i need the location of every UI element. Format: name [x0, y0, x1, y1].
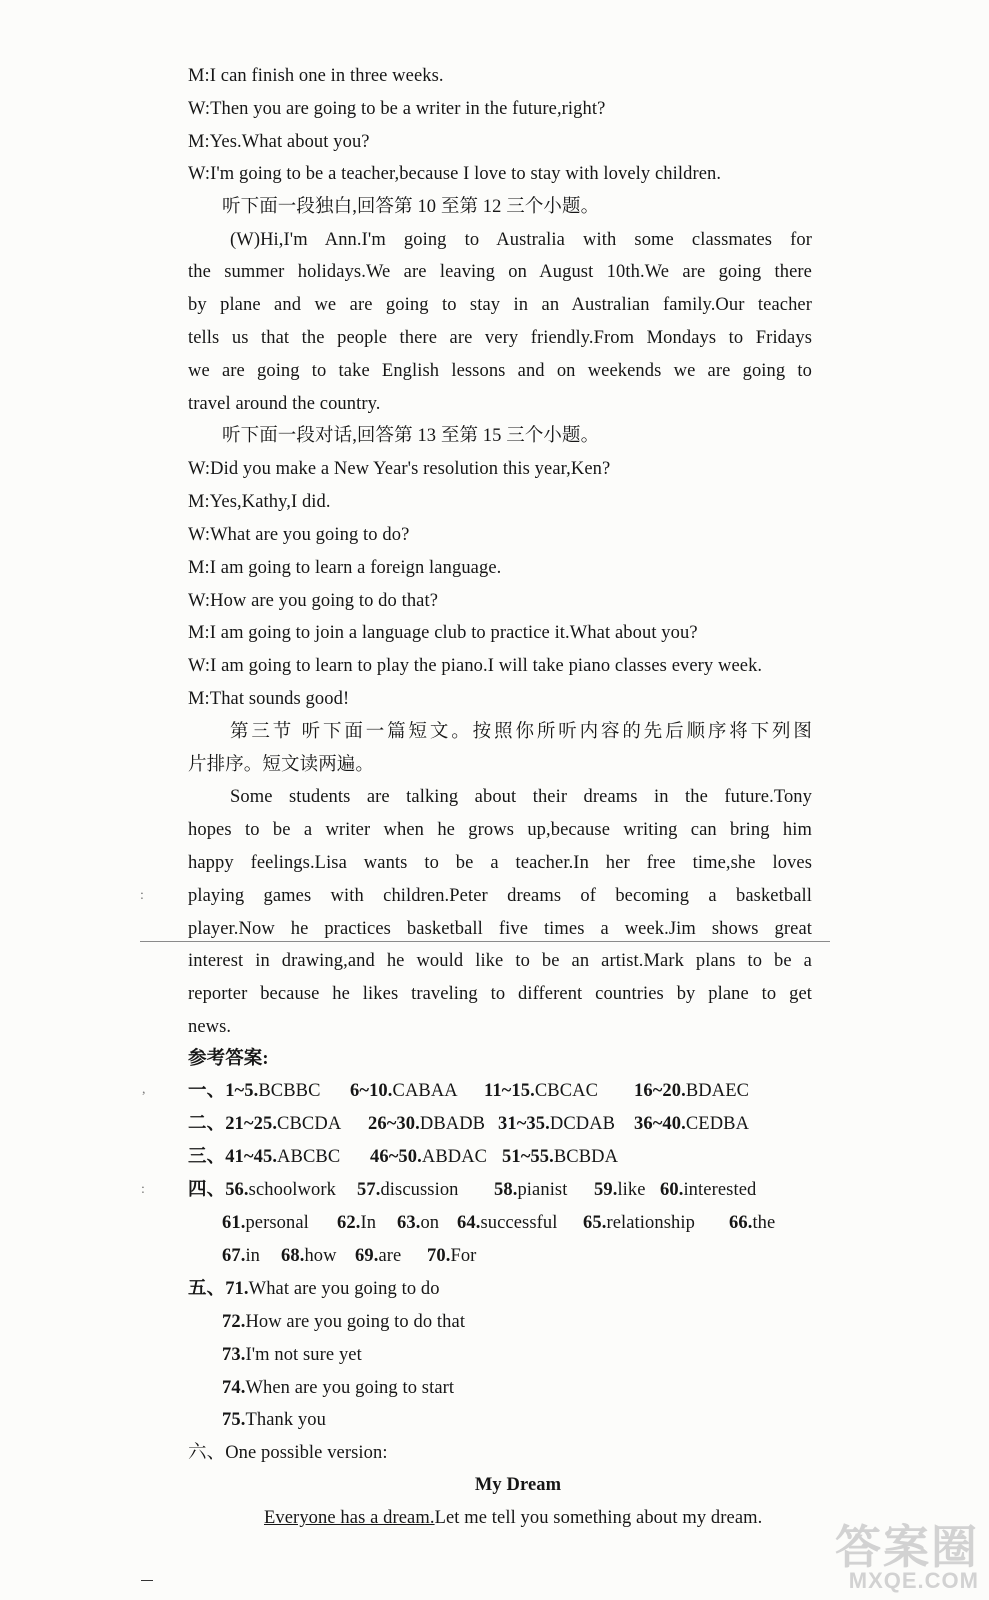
dialogue-line: M:I can finish one in three weeks.	[188, 66, 444, 86]
dialogue-line: M:That sounds good!	[188, 689, 350, 709]
answer-item: 58.pianist	[494, 1180, 568, 1200]
answer-item: 68.how	[281, 1246, 337, 1266]
answer-row	[222, 1244, 846, 1268]
dialogue-line: W:Then you are going to be a writer in the future,right?	[188, 99, 606, 119]
watermark-text: 答案圈	[835, 1521, 979, 1573]
answer-row: 73.I'm not sure yet	[222, 1345, 362, 1365]
answer-row	[222, 1211, 846, 1235]
answer-row	[188, 1178, 812, 1202]
answer-row: 五、71.What are you going to do	[188, 1279, 440, 1299]
section-instruction: 第三节 听下面一篇短文。按照你所听内容的先后顺序将下列图	[230, 722, 812, 742]
answer-item: 一、1~5.BCBBC	[188, 1081, 321, 1101]
answer-item: 46~50.ABDAC	[370, 1147, 488, 1167]
scan-speck: :	[140, 888, 144, 903]
answer-item: 59.like	[594, 1180, 646, 1200]
answer-item: 11~15.CBCAC	[484, 1081, 599, 1101]
passage-line: reporter because he likes traveling to different countries by plane to get	[188, 984, 812, 1004]
answer-row	[188, 1145, 812, 1169]
answer-item: 63.on	[397, 1213, 440, 1233]
section-instruction: 片排序。短文读两遍。	[188, 755, 375, 775]
answer-row: 72.How are you going to do that	[222, 1312, 466, 1332]
monologue-line: we are going to take English lessons and on weekends we are going to	[188, 361, 812, 381]
answer-item: 70.For	[427, 1246, 477, 1266]
answer-row	[188, 1112, 812, 1136]
scan-speck: :	[141, 1182, 145, 1197]
dialogue-line: M:I am going to join a language club to practice it.What about you?	[188, 623, 698, 643]
passage-line: happy feelings.Lisa wants to be a teacher.In her free time,she loves	[188, 853, 812, 873]
dialogue-line: M:Yes.What about you?	[188, 132, 370, 152]
passage-line: news.	[188, 1017, 232, 1037]
passage-line: player.Now he practices basketball five times a week.Jim shows great	[188, 919, 812, 939]
essay-sentence: Let me tell you something about my dream.	[434, 1508, 763, 1528]
answer-item: 16~20.BDAEC	[634, 1081, 750, 1101]
passage-line: interest in drawing,and he would like to be an artist.Mark plans to be a	[188, 951, 812, 971]
essay-first-line	[264, 1506, 809, 1530]
answer-item: 6~10.CABAA	[350, 1081, 458, 1101]
answer-item: 64.successful	[457, 1213, 558, 1233]
dialogue-line: W:What are you going to do?	[188, 525, 410, 545]
scan-dash	[141, 1580, 153, 1581]
dialogue-line: W:How are you going to do that?	[188, 591, 439, 611]
passage-line: hopes to be a writer when he grows up,because writing can bring him	[188, 820, 812, 840]
passage-line: playing games with children.Peter dreams of becoming a basketball	[188, 886, 812, 906]
dialogue-line: W:I am going to learn to play the piano.I will take piano classes every week.	[188, 656, 763, 676]
section-instruction: 听下面一段对话,回答第 13 至第 15 三个小题。	[222, 426, 600, 446]
monologue-line: by plane and we are going to stay in an Australian family.Our teacher	[188, 295, 812, 315]
answer-item: 二、21~25.CBCDA	[188, 1114, 342, 1134]
watermark-url: MXQE.COM	[848, 1568, 979, 1593]
answer-item: 31~35.DCDAB	[498, 1114, 616, 1134]
answer-row: 74.When are you going to start	[222, 1378, 455, 1398]
monologue-line: tells us that the people there are very friendly.From Mondays to Fridays	[188, 328, 812, 348]
answer-item: 66.the	[729, 1213, 776, 1233]
monologue-line: travel around the country.	[188, 394, 381, 414]
answer-item: 26~30.DBADB	[368, 1114, 486, 1134]
dialogue-line: W:Did you make a New Year's resolution this year,Ken?	[188, 459, 611, 479]
scan-rule-line	[140, 941, 830, 942]
section6-label: 六、One possible version:	[188, 1443, 388, 1463]
essay-title: My Dream	[474, 1475, 562, 1495]
answer-item: 四、56.schoolwork	[188, 1180, 336, 1200]
section-instruction: 听下面一段独白,回答第 10 至第 12 三个小题。	[222, 197, 600, 217]
answer-item: 65.relationship	[583, 1213, 695, 1233]
answer-item: 57.discussion	[357, 1180, 459, 1200]
answer-item: 62.In	[337, 1213, 377, 1233]
answer-item: 51~55.BCBDA	[502, 1147, 619, 1167]
answer-item: 三、41~45.ABCBC	[188, 1147, 341, 1167]
scan-speck: ,	[142, 1082, 146, 1097]
answer-item: 60.interested	[660, 1180, 757, 1200]
answer-item: 36~40.CEDBA	[634, 1114, 750, 1134]
answer-item: 69.are	[355, 1246, 402, 1266]
watermark-logo	[835, 1521, 979, 1593]
answers-heading: 参考答案:	[188, 1049, 269, 1069]
essay-underlined-sentence: Everyone has a dream.	[264, 1508, 435, 1528]
passage-line: Some students are talking about their dreams in the future.Tony	[230, 787, 812, 807]
monologue-line: (W)Hi,I'm Ann.I'm going to Australia with some classmates for	[230, 230, 812, 250]
dialogue-line: W:I'm going to be a teacher,because I love to stay with lovely children.	[188, 164, 722, 184]
answer-item: 61.personal	[222, 1213, 309, 1233]
answer-item: 67.in	[222, 1246, 261, 1266]
dialogue-line: M:Yes,Kathy,I did.	[188, 492, 331, 512]
answer-row: 75.Thank you	[222, 1410, 326, 1430]
answer-row	[188, 1079, 812, 1103]
monologue-line: the summer holidays.We are leaving on August 10th.We are going there	[188, 262, 812, 282]
dialogue-line: M:I am going to learn a foreign language.	[188, 558, 502, 578]
